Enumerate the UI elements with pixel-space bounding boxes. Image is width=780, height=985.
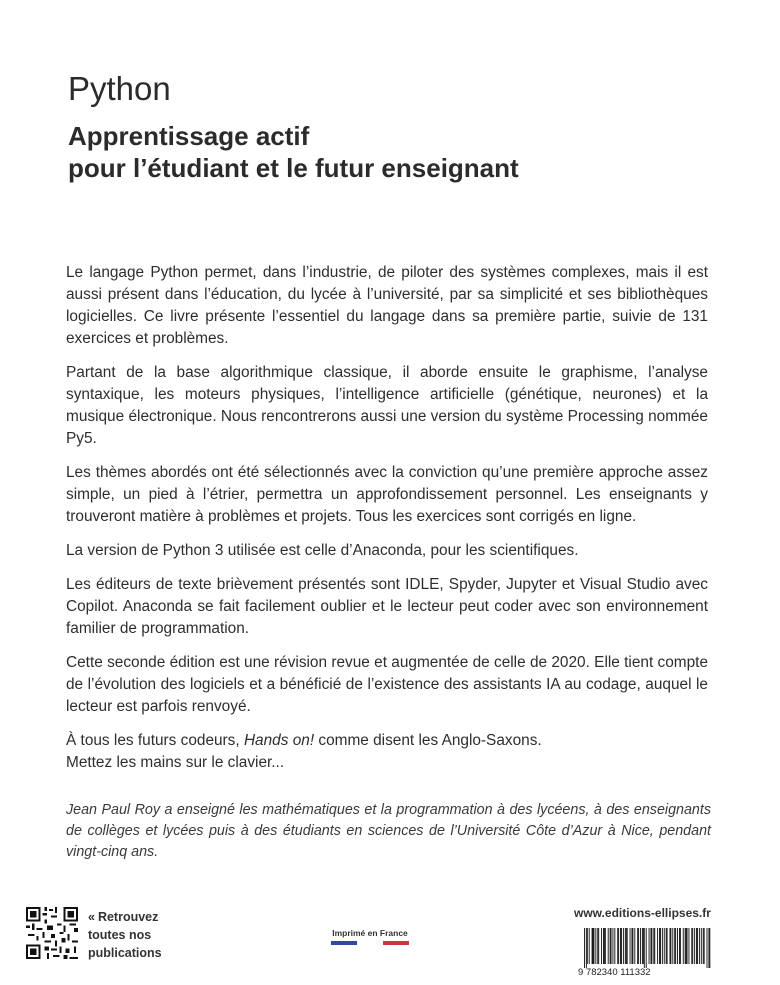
barcode-bar bbox=[642, 928, 643, 964]
barcode-bar bbox=[670, 928, 671, 964]
barcode-bar bbox=[692, 928, 693, 964]
imprint bbox=[331, 928, 409, 945]
barcode-bar bbox=[611, 928, 612, 964]
barcode-bar bbox=[589, 928, 590, 964]
barcode-bar bbox=[660, 928, 661, 964]
imprint-label: Imprimé en France bbox=[332, 928, 408, 938]
closing-part-1: À tous les futurs codeurs, bbox=[66, 732, 244, 749]
barcode-bar bbox=[627, 928, 628, 964]
qr-line-3: publications bbox=[88, 946, 162, 960]
paragraph-5: Les éditeurs de texte brièvement présentés sont IDLE, Spyder, Jupyter et Visual Studio avec Copilot. Anaconda se fait facilement oublier et le lecteur peut coder avec son environnement familier de programmation. bbox=[66, 576, 708, 637]
barcode-bar bbox=[694, 928, 695, 964]
barcode-bar bbox=[677, 928, 678, 964]
barcode-bar bbox=[604, 928, 605, 964]
barcode-bar bbox=[634, 928, 635, 964]
barcode-bar bbox=[664, 928, 665, 964]
barcode-bar bbox=[597, 928, 598, 964]
barcode-bar bbox=[625, 928, 626, 964]
barcode-bar bbox=[687, 928, 688, 964]
back-cover-text bbox=[66, 262, 708, 786]
barcode-bar bbox=[659, 928, 660, 964]
barcode-bar bbox=[672, 928, 673, 964]
barcode-bar bbox=[646, 928, 647, 968]
barcode-bar bbox=[598, 928, 599, 964]
barcode-bar bbox=[649, 928, 650, 964]
barcode-bar bbox=[686, 928, 687, 964]
paragraph-2: Partant de la base algorithmique classique, il aborde ensuite le graphisme, l’analyse syntaxique, les moteurs physiques, l’intelligence artificielle (génétique, neurones) et la musique électronique. Nous rencontrerons aussi une version du système Processing nommée Py5. bbox=[66, 364, 708, 447]
barcode-bar bbox=[701, 928, 702, 964]
barcode-bar bbox=[654, 928, 655, 964]
barcode-bar bbox=[637, 928, 638, 964]
barcode-bar bbox=[653, 928, 654, 964]
closing-emphasis: Hands on! bbox=[243, 732, 315, 749]
barcode-bar bbox=[675, 928, 676, 964]
paragraph-1: Le langage Python permet, dans l’industrie, de piloter des systèmes complexes, mais il est aussi présent dans l’éducation, du lycée à l’université, par sa simplicité et ses bibliothèques logicielles. Ce livre présente l’essentiel du langage dans sa première partie, suivie de 131 exercices et problèmes. bbox=[66, 264, 708, 347]
subtitle-line-1: Apprentissage actif bbox=[68, 121, 310, 151]
book-subtitle bbox=[68, 120, 519, 184]
barcode-bar bbox=[691, 928, 692, 964]
barcode-bar bbox=[643, 928, 644, 964]
barcode-bar bbox=[584, 928, 585, 968]
barcode-bar bbox=[605, 928, 606, 964]
barcode-bar bbox=[662, 928, 663, 964]
flag-stripe-red bbox=[383, 941, 409, 945]
closing-part-2: comme disent les Anglo-Saxons. bbox=[314, 732, 542, 749]
subtitle-line-2: pour l’étudiant et le futur enseignant bbox=[68, 153, 519, 183]
barcode-bar bbox=[708, 928, 709, 968]
qr-line-1: Retrouvez bbox=[97, 910, 159, 924]
barcode-bar bbox=[618, 928, 619, 964]
barcode-bar bbox=[689, 928, 690, 964]
barcode-bar bbox=[586, 928, 587, 968]
barcode-bar bbox=[614, 928, 615, 964]
paragraph-6: Cette seconde édition est une révision revue et augmentée de celle de 2020. Elle tient compte de l’évolution des logiciels et a bénéficié de l’existence des assistants IA au codage, auquel le lecteur est parfois renvoyé. bbox=[66, 654, 708, 715]
barcode-bar bbox=[657, 928, 658, 964]
barcode-bar bbox=[651, 928, 652, 964]
barcode-bar bbox=[595, 928, 596, 964]
barcode-bar bbox=[630, 928, 631, 964]
barcode-bar bbox=[613, 928, 614, 964]
qr-line-2: toutes nos bbox=[88, 928, 152, 942]
barcode-bar bbox=[632, 928, 633, 964]
barcode-bar bbox=[685, 928, 686, 964]
barcode-bar bbox=[617, 928, 618, 964]
barcode-bar bbox=[610, 928, 611, 964]
barcode-bar bbox=[621, 928, 622, 964]
barcode-bar bbox=[601, 928, 602, 964]
barcode-bar bbox=[603, 928, 604, 964]
barcode-bar bbox=[680, 928, 681, 964]
barcode-bar bbox=[679, 928, 680, 964]
barcode-bar bbox=[638, 928, 639, 964]
barcode-bar bbox=[697, 928, 698, 964]
barcode-bar bbox=[620, 928, 621, 964]
barcode-bar bbox=[667, 928, 668, 964]
french-flag-icon bbox=[331, 941, 409, 945]
publications-link[interactable] bbox=[88, 908, 162, 962]
barcode-bar bbox=[608, 928, 609, 964]
barcode-bar bbox=[709, 928, 710, 968]
barcode-bar bbox=[683, 928, 684, 964]
barcode-bar bbox=[670, 928, 671, 964]
barcode-bar bbox=[626, 928, 627, 964]
closing-paragraph bbox=[66, 730, 708, 774]
author-bio: Jean Paul Roy a enseigné les mathématiques et la programmation à des lycéens, à des enseignants de collèges et lycées puis à des étudiants en sciences de l’Université Côte d’Azur à Nice, pendant vingt-cinq ans. bbox=[66, 802, 711, 860]
paragraph-4: La version de Python 3 utilisée est celle d’Anaconda, pour les scientifiques. bbox=[66, 542, 579, 559]
chevron-left-icon: « bbox=[88, 910, 95, 924]
barcode bbox=[578, 928, 712, 976]
barcode-bar bbox=[651, 928, 652, 964]
isbn-number: 9 782340 111332 bbox=[578, 967, 651, 976]
barcode-bar bbox=[666, 928, 667, 964]
barcode-bar bbox=[707, 928, 708, 968]
barcode-bar bbox=[696, 928, 697, 964]
barcode-bar bbox=[640, 928, 641, 964]
barcode-bar bbox=[594, 928, 595, 964]
book-title: Python bbox=[68, 70, 171, 107]
barcode-bar bbox=[632, 928, 633, 964]
flag-stripe-blue bbox=[331, 941, 357, 945]
qr-code-icon[interactable] bbox=[26, 907, 78, 959]
barcode-bar bbox=[704, 928, 705, 964]
website-link[interactable]: www.editions-ellipses.fr bbox=[574, 906, 711, 920]
barcode-bar bbox=[674, 928, 675, 964]
paragraph-3: Les thèmes abordés ont été sélectionnés avec la conviction qu’une première approche assez simple, un pied à l’étrier, permettra un approfondissement personnel. Les enseignants y trouveront matière à problèmes et projets. Tous les exercices sont corrigés en ligne. bbox=[66, 464, 708, 525]
closing-line-2: Mettez les mains sur le clavier... bbox=[66, 754, 285, 771]
barcode-bar bbox=[699, 928, 700, 964]
barcode-bar bbox=[623, 928, 624, 964]
barcode-bar bbox=[593, 928, 594, 964]
footer bbox=[0, 900, 780, 985]
flag-stripe-white bbox=[357, 941, 383, 945]
barcode-bar bbox=[592, 928, 593, 964]
barcode-bar bbox=[644, 928, 645, 968]
barcode-bar bbox=[703, 928, 704, 964]
barcode-bar bbox=[587, 928, 588, 964]
